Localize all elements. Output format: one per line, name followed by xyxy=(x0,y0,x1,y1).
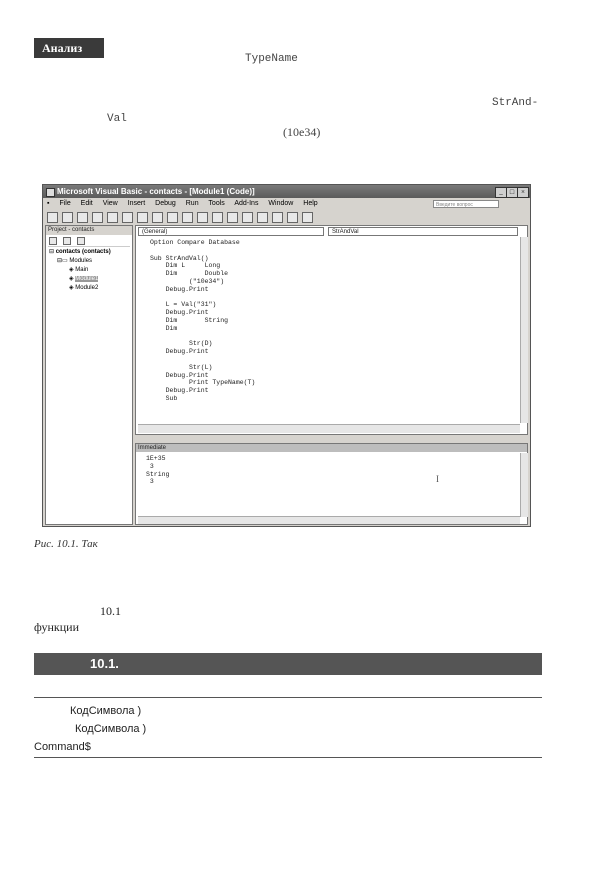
val-word: Val xyxy=(107,113,127,125)
redo-icon[interactable] xyxy=(167,212,178,223)
window-titlebar xyxy=(43,185,530,198)
menu-help[interactable]: Help xyxy=(303,200,318,207)
menu-edit[interactable]: Edit xyxy=(80,200,93,207)
table-top-rule xyxy=(34,697,542,698)
figure-caption: Рис. 10.1. Так xyxy=(34,538,98,550)
insert-module-icon[interactable] xyxy=(62,212,73,223)
module-icon: ◈ xyxy=(69,276,74,282)
save-icon[interactable] xyxy=(77,212,88,223)
menu-insert[interactable]: Insert xyxy=(127,200,146,207)
run-icon[interactable] xyxy=(182,212,193,223)
object-combo[interactable]: (General) xyxy=(138,227,324,236)
strand-word: StrAnd- xyxy=(492,97,539,109)
table-row: Command$ xyxy=(34,741,91,753)
menu-debug[interactable]: Debug xyxy=(155,200,176,207)
menu-addins[interactable]: Add-Ins xyxy=(234,200,259,207)
immediate-title: Immediate xyxy=(136,444,527,452)
toolbar xyxy=(43,210,530,224)
project-toolbar xyxy=(48,237,130,247)
view-code-icon[interactable] xyxy=(49,237,57,245)
tree-folder[interactable]: ⊟▭ Modules xyxy=(57,258,93,264)
typename-word: TypeName xyxy=(245,53,298,65)
module-icon: ◈ xyxy=(69,267,74,273)
paste-icon[interactable] xyxy=(122,212,133,223)
menu-file[interactable]: File xyxy=(59,200,71,207)
body-number: 10.1 xyxy=(100,604,121,618)
immediate-output[interactable]: 1E+35 3 String 3 xyxy=(146,455,170,486)
table-bottom-rule xyxy=(34,757,542,758)
close-button[interactable]: × xyxy=(517,187,529,198)
literal-word: (10e34) xyxy=(283,125,321,139)
menu-view[interactable]: View xyxy=(102,200,118,207)
properties-icon[interactable] xyxy=(257,212,268,223)
immediate-window xyxy=(135,443,528,525)
section-tag: Анализ xyxy=(34,38,104,58)
project-explorer xyxy=(45,225,133,525)
undo-icon[interactable] xyxy=(152,212,163,223)
design-mode-icon[interactable] xyxy=(227,212,238,223)
project-explorer-icon[interactable] xyxy=(242,212,253,223)
view-access-icon[interactable] xyxy=(47,212,58,223)
object-browser-icon[interactable] xyxy=(272,212,283,223)
immediate-vscrollbar[interactable] xyxy=(520,453,528,517)
reset-icon[interactable] xyxy=(212,212,223,223)
immediate-hscrollbar[interactable] xyxy=(138,516,520,524)
menu-tools[interactable]: Tools xyxy=(208,200,225,207)
text-cursor-icon: I xyxy=(436,474,439,484)
maximize-button[interactable]: □ xyxy=(506,187,518,198)
toggle-folders-icon[interactable] xyxy=(77,237,85,245)
cut-icon[interactable] xyxy=(92,212,103,223)
window-title: Microsoft Visual Basic - contacts - [Module1 (Code)] xyxy=(57,187,255,196)
code-window xyxy=(135,225,528,435)
code-vscrollbar[interactable] xyxy=(520,237,528,423)
tree-module-1[interactable]: ◈ Module1 xyxy=(69,276,99,282)
view-object-icon[interactable] xyxy=(63,237,71,245)
help-search-input[interactable]: Введите вопрос xyxy=(433,200,499,208)
table-header xyxy=(34,653,542,675)
menu-window[interactable]: Window xyxy=(268,200,294,207)
copy-icon[interactable] xyxy=(107,212,118,223)
minimize-button[interactable]: _ xyxy=(495,187,507,198)
project-tree xyxy=(49,248,111,293)
body-word: функции xyxy=(34,620,79,634)
menu-icon: ▪ xyxy=(47,200,50,207)
folder-icon: ⊟▭ xyxy=(57,258,68,264)
table-row: КодСимвола ) xyxy=(70,705,142,717)
app-icon xyxy=(46,188,55,197)
table-title: 10.1. xyxy=(90,656,119,671)
tree-module-2[interactable]: ◈ Module2 xyxy=(69,285,99,291)
module-icon: ◈ xyxy=(69,285,74,291)
code-hscrollbar[interactable] xyxy=(138,424,520,433)
tree-root[interactable]: ⊟ contacts (contacts) xyxy=(49,249,111,255)
help-icon[interactable] xyxy=(302,212,313,223)
project-explorer-title: Project - contacts xyxy=(46,226,132,235)
expand-icon[interactable]: ⊟ xyxy=(49,249,55,255)
procedure-combo[interactable]: StrAndVal xyxy=(328,227,518,236)
table-row: КодСимвола ) xyxy=(75,723,147,735)
toolbox-icon[interactable] xyxy=(287,212,298,223)
tree-module-main[interactable]: ◈ Main xyxy=(69,267,89,273)
vb-window xyxy=(42,184,531,527)
find-icon[interactable] xyxy=(137,212,148,223)
break-icon[interactable] xyxy=(197,212,208,223)
code-editor[interactable]: Option Compare Database Sub StrAndVal() Dim L Long Dim Double ("10e34") Debug.Print L = Val("31") Debug.Print Dim String Dim Str(D) Debug.Print Str(L) Debug.Print Print TypeName(T) Debug.Print Sub xyxy=(150,239,256,402)
menu-run[interactable]: Run xyxy=(185,200,199,207)
